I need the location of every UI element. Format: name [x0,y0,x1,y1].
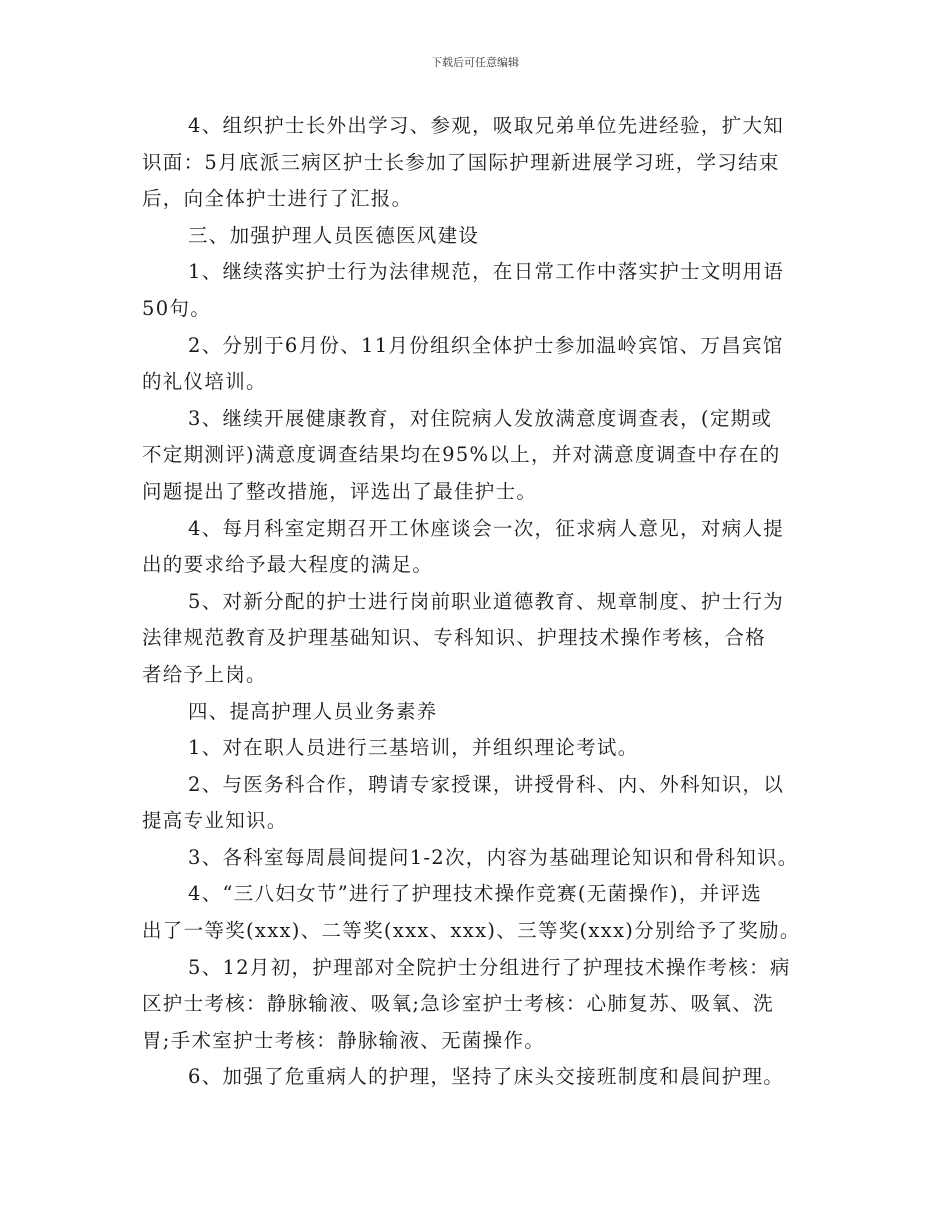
text-line: 出的要求给予最大程度的满足。 [142,553,434,577]
page-header: 下载后可任意编辑 [431,56,519,69]
text-line: 3、继续开展健康教育，对住院病人发放满意度调查表，(定期或 [188,406,773,430]
text-line: 后，向全体护士进行了汇报。 [142,187,413,211]
text-line: 4、“三八妇女节”进行了护理技术操作竞赛(无菌操作)，并评选 [188,882,763,906]
text-line: 区护士考核：静脉输液、吸氧;急诊室护士考核：心肺复苏、吸氧、洗 [142,992,774,1016]
text-line: 2、分别于6月份、11月份组织全体护士参加温岭宾馆、万昌宾馆 [188,333,784,357]
text-line: 的礼仪培训。 [142,370,267,394]
text-line: 50句。 [142,296,212,320]
text-line: 者给予上岗。 [142,662,267,686]
text-line: 法律规范教育及护理基础知识、专科知识、护理技术操作考核，合格 [142,626,767,650]
text-line: 胃;手术室护士考核：静脉输液、无菌操作。 [142,1028,546,1052]
text-line: 3、各科室每周晨间提问1-2次，内容为基础理论知识和骨科知识。 [188,845,799,869]
text-line: 5、对新分配的护士进行岗前职业道德教育、规章制度、护士行为 [188,589,785,613]
document-body [142,108,810,1096]
text-line: 三、加强护理人员医德医风建设 [188,223,480,247]
text-line: 1、继续落实护士行为法律规范，在日常工作中落实护士文明用语 [188,260,785,284]
text-line: 问题提出了整改措施，评选出了最佳护士。 [142,479,538,503]
text-line: 四、提高护理人员业务素养 [188,699,438,723]
text-line: 1、对在职人员进行三基培训，并组织理论考试。 [188,736,639,760]
text-line: 5、12月初，护理部对全院护士分组进行了护理技术操作考核：病 [188,955,791,979]
text-line: 出了一等奖(xxx)、二等奖(xxx、xxx)、三等奖(xxx)分别给予了奖励。 [142,919,801,943]
text-line: 4、每月科室定期召开工休座谈会一次，征求病人意见，对病人提 [188,516,785,540]
text-line: 2、与医务科合作，聘请专家授课，讲授骨科、内、外科知识，以 [188,772,785,796]
text-line: 6、加强了危重病人的护理，坚持了床头交接班制度和晨间护理。 [188,1065,785,1089]
text-line: 提高专业知识。 [142,809,288,833]
text-line: 4、组织护士长外出学习、参观，吸取兄弟单位先进经验，扩大知 [188,114,785,137]
text-line: 不定期测评)满意度调查结果均在95%以上，并对满意度调查中存在的 [142,443,781,467]
text-line: 识面：5月底派三病区护士长参加了国际护理新进展学习班，学习结束 [142,150,780,174]
